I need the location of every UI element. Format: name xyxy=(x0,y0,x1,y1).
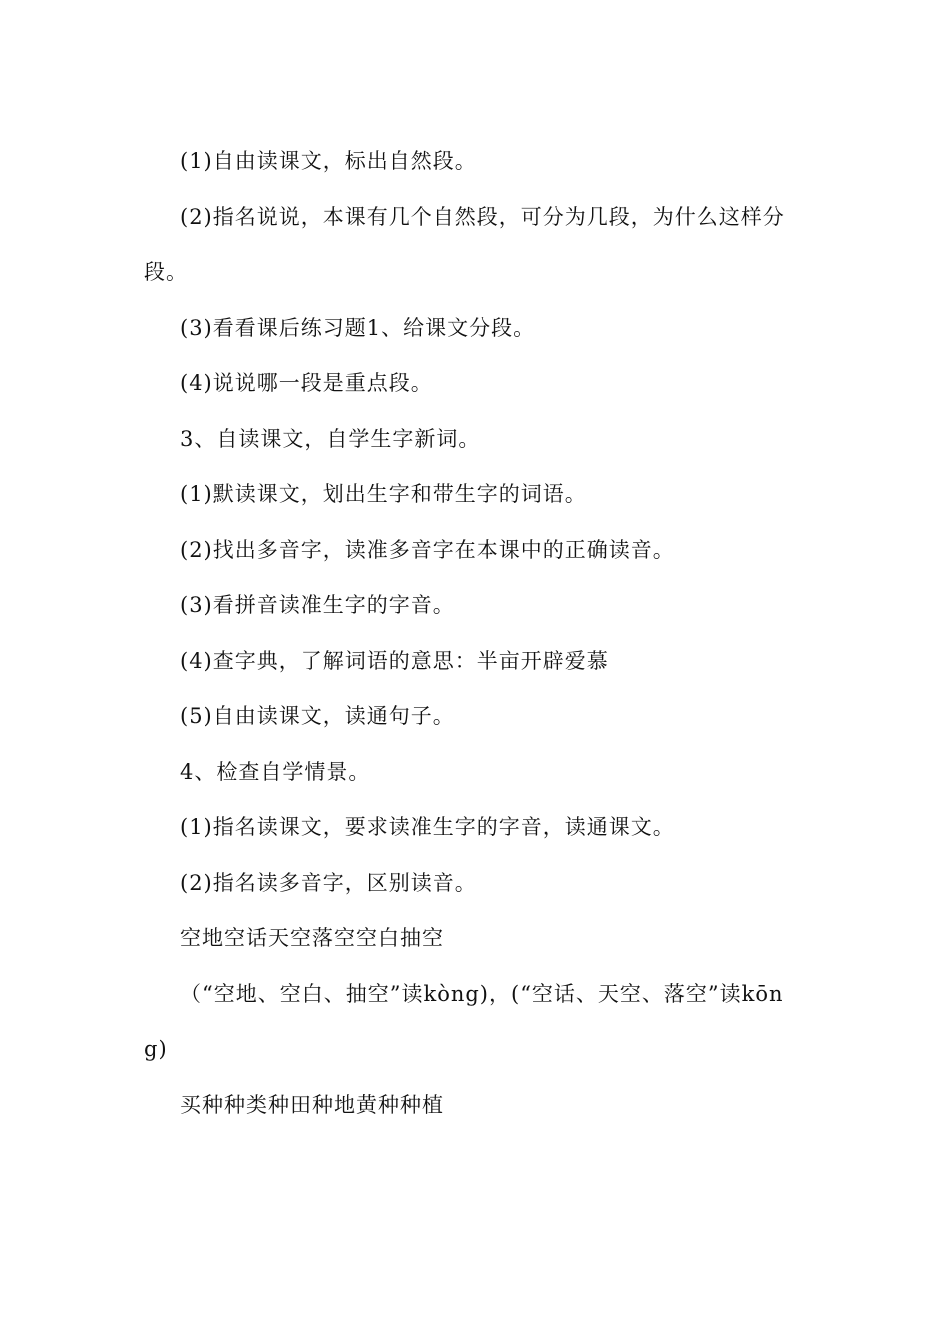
paragraph-1: (1)自由读课文，标出自然段。 xyxy=(180,149,477,173)
paragraph-9: (4)查字典，了解词语的意思：半亩开辟爱慕 xyxy=(180,648,609,673)
paragraph-12: (1)指名读课文，要求读准生字的字音，读通课文。 xyxy=(180,815,675,839)
paragraph-14: 空地空话天空落空空白抽空 xyxy=(180,926,444,950)
paragraph-11: 4、检查自学情景。 xyxy=(180,759,371,784)
paragraph-7: (2)找出多音字，读准多音字在本课中的正确读音。 xyxy=(180,537,675,562)
paragraph-3: (3)看看课后练习题1、给课文分段。 xyxy=(180,315,536,340)
paragraph-2: (2)指名说说，本课有几个自然段，可分为几段，为什么这样分段。 xyxy=(144,204,785,284)
document-body xyxy=(144,134,792,1133)
paragraph-5: 3、自读课文，自学生字新词。 xyxy=(180,426,481,451)
paragraph-15: （“空地、空白、抽空”读kòng)，(“空话、天空、落空”读kōng) xyxy=(144,981,784,1061)
paragraph-10: (5)自由读课文，读通句子。 xyxy=(180,704,455,728)
paragraph-16: 买种种类种田种地黄种种植 xyxy=(180,1092,444,1117)
paragraph-4: (4)说说哪一段是重点段。 xyxy=(180,371,433,395)
paragraph-6: (1)默读课文，划出生字和带生字的词语。 xyxy=(180,482,587,506)
paragraph-13: (2)指名读多音字，区别读音。 xyxy=(180,870,477,895)
paragraph-8: (3)看拼音读准生字的字音。 xyxy=(180,593,455,617)
